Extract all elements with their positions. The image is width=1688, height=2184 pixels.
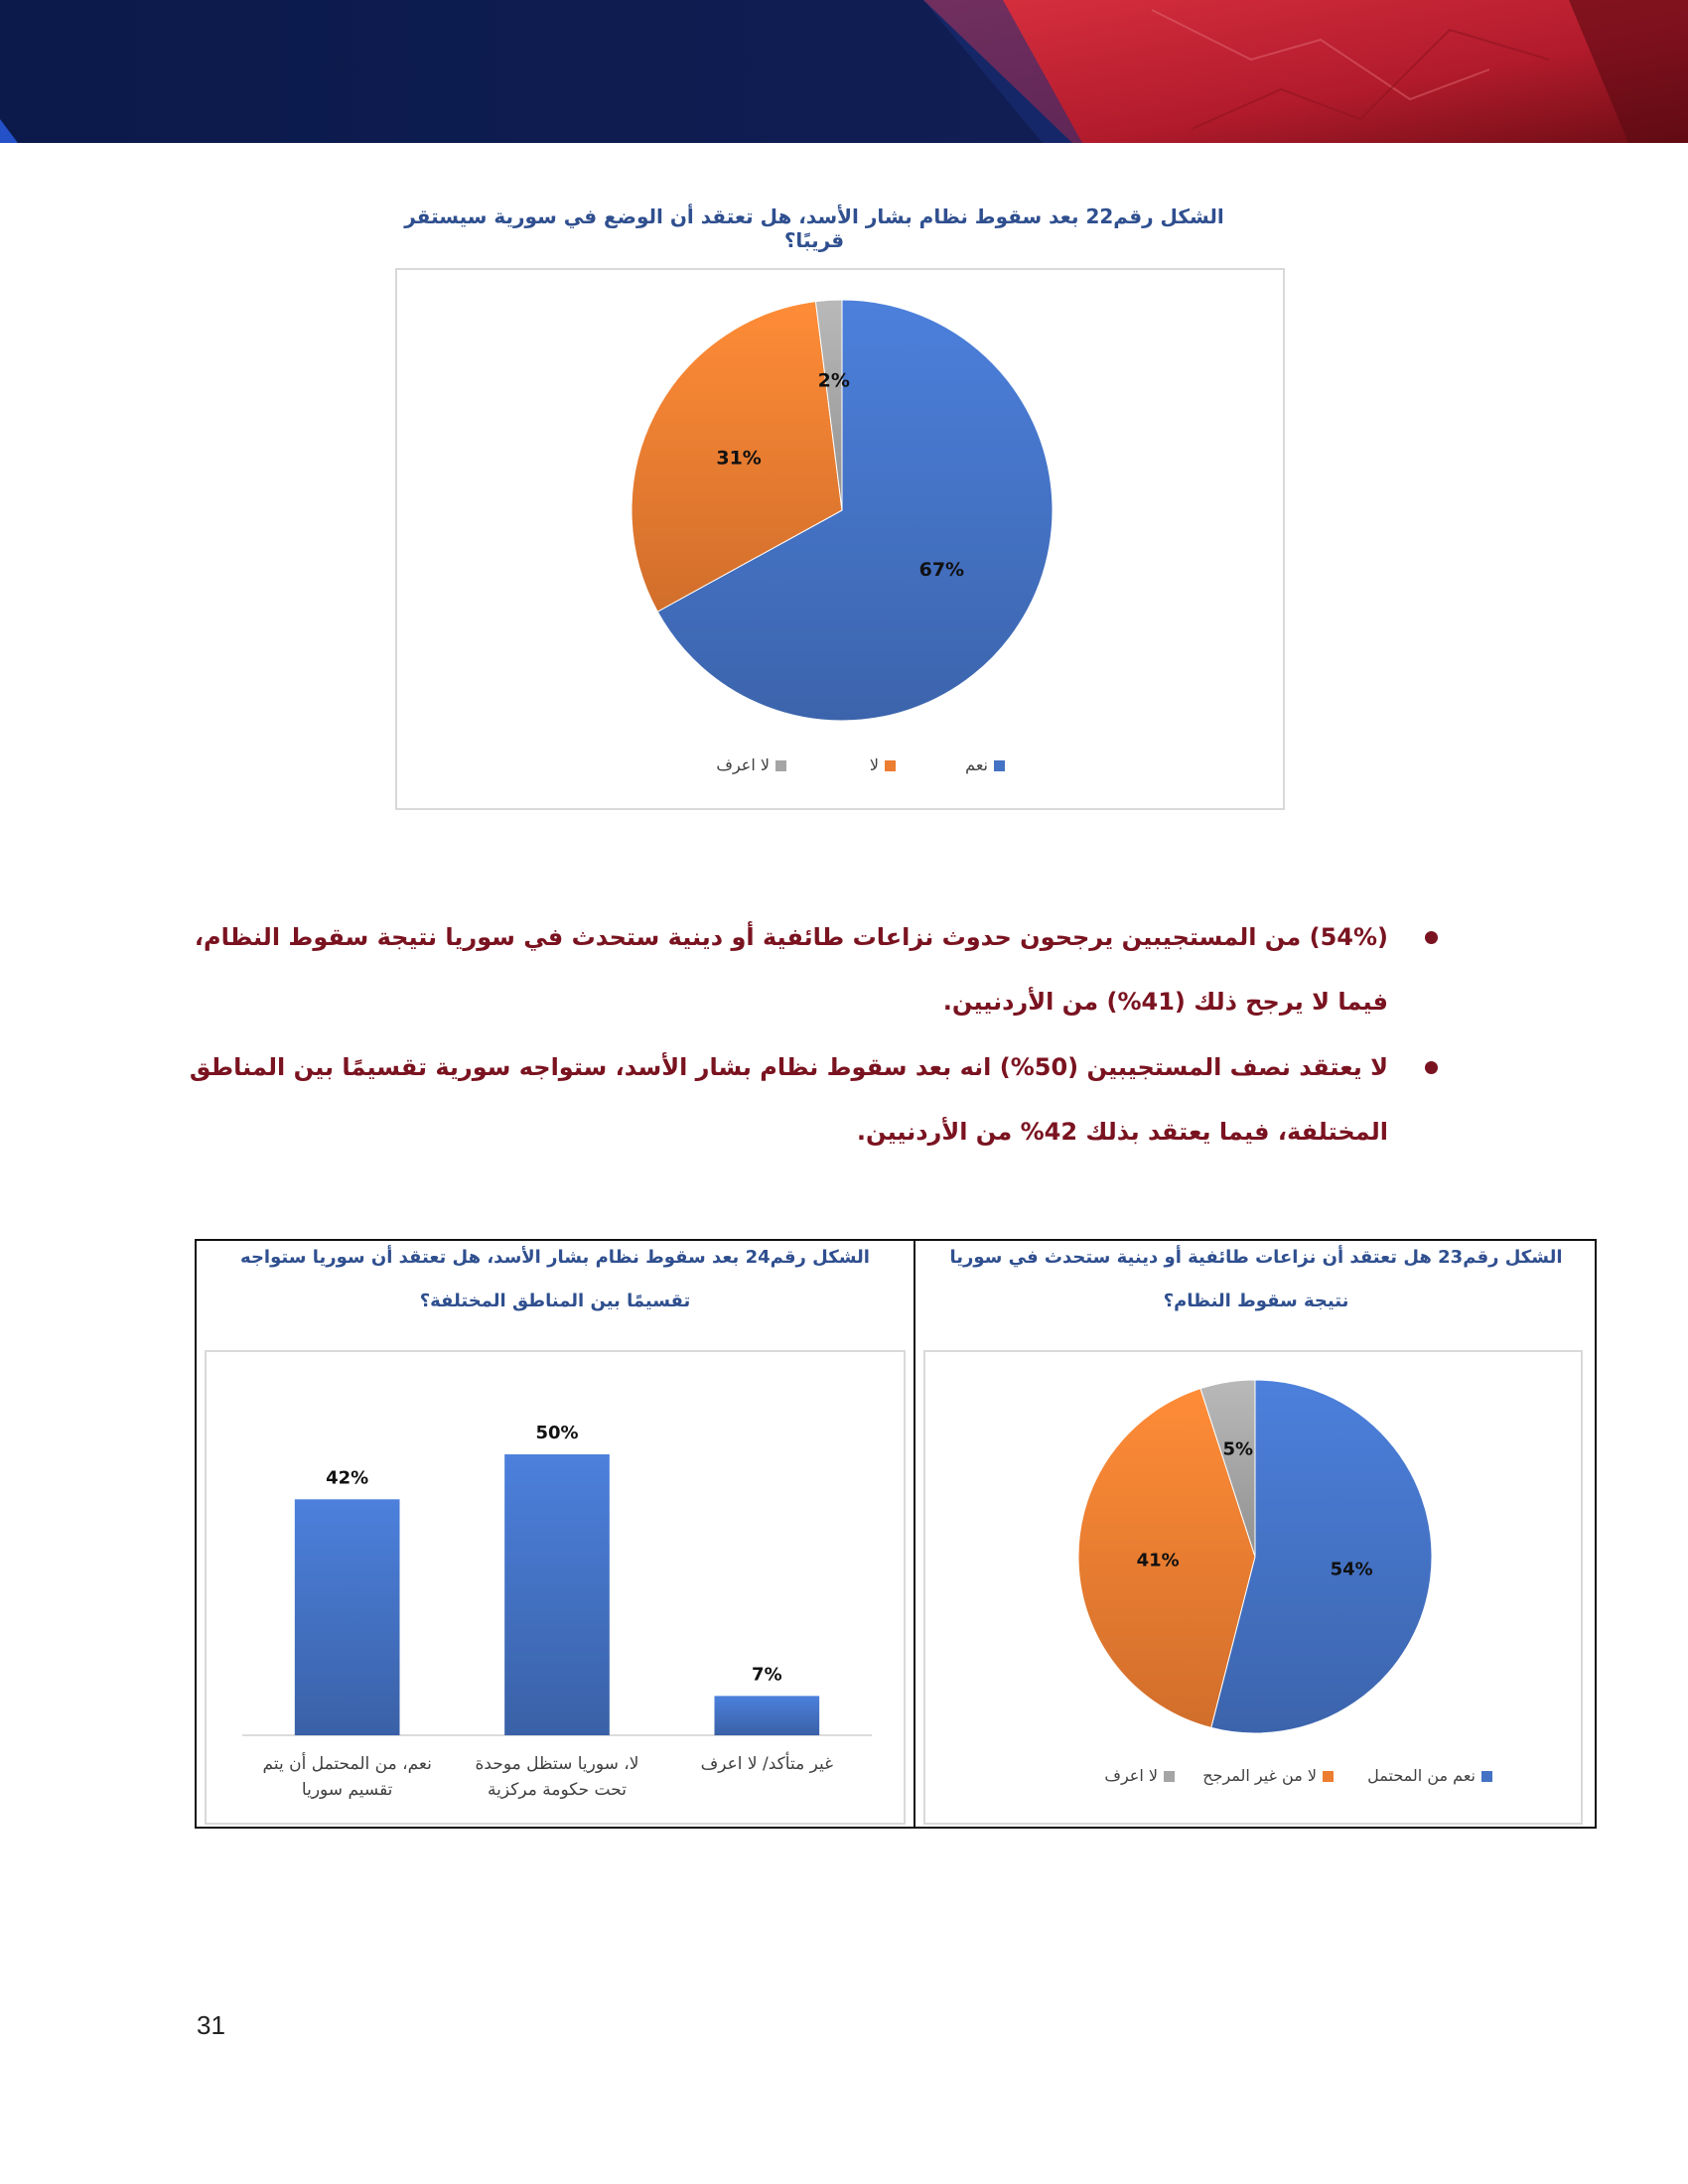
legend-label: لا من غير المرجح <box>1202 1766 1317 1785</box>
finding-item <box>189 905 1450 1035</box>
pie-data-label: 31% <box>716 447 762 470</box>
figure-22-title: الشكل رقم22 بعد سقوط نظام بشار الأسد، هل تعتقد أن الوضع في سورية سيستقر قريبًا؟ <box>404 205 1224 252</box>
bar-data-label: 42% <box>326 1467 369 1489</box>
legend-swatch <box>1164 1771 1175 1782</box>
bullet-dot-icon <box>1425 931 1438 944</box>
bar-data-label: 50% <box>535 1423 579 1444</box>
figure-23-title-line2: نتيجة سقوط النظام؟ <box>1163 1291 1349 1311</box>
category-label: لا، سوريا ستظل موحدة <box>475 1754 639 1774</box>
legend-swatch <box>885 760 896 771</box>
category-label: غير متأكد/ لا اعرف <box>700 1754 834 1774</box>
bar <box>295 1499 400 1735</box>
legend-label: لا اعرف <box>716 755 770 774</box>
pie-data-label: 67% <box>918 559 965 582</box>
figure-23-chart <box>923 1350 1583 1825</box>
pie-data-label: 41% <box>1136 1550 1180 1571</box>
pie-data-label: 2% <box>817 369 850 392</box>
figure-24-title-line2: تقسيمًا بين المناطق المختلفة؟ <box>419 1291 691 1311</box>
bar-data-label: 7% <box>752 1664 782 1686</box>
figure-24-chart <box>205 1350 906 1825</box>
figure-24-title-line1: الشكل رقم24 بعد سقوط نظام بشار الأسد، هل تعتقد أن سوريا ستواجه <box>240 1247 870 1268</box>
legend-swatch <box>994 760 1005 771</box>
figure-23-pie <box>925 1352 1585 1827</box>
figure-22-pie <box>397 270 1287 812</box>
legend-swatch <box>775 760 786 771</box>
legend-swatch <box>1481 1771 1492 1782</box>
figure-23-title-line1: الشكل رقم23 هل تعتقد أن نزاعات طائفية أو دينية ستحدث في سوريا <box>949 1247 1563 1268</box>
finding-text: لا يعتقد نصف المستجيبين (50%) انه بعد سقوط نظام بشار الأسد، ستواجه سورية تقسيمًا بين المناطق المختلفة، فيما يعتقد بذلك 42% من الأردنيين. <box>189 1052 1388 1146</box>
legend-label: نعم من المحتمل <box>1367 1766 1476 1785</box>
bar <box>715 1696 820 1735</box>
findings-list <box>189 905 1450 1164</box>
legend-label: لا اعرف <box>1104 1766 1158 1785</box>
legend-label: نعم <box>965 755 988 774</box>
frame-divider <box>914 1239 915 1829</box>
bullet-dot-icon <box>1425 1061 1438 1074</box>
figure-22-chart <box>395 268 1285 810</box>
category-label: تحت حكومة مركزية <box>488 1780 627 1800</box>
legend-swatch <box>1323 1771 1334 1782</box>
category-label: نعم، من المحتمل أن يتم <box>262 1754 432 1774</box>
header-banner <box>0 0 1688 143</box>
finding-item <box>189 1035 1450 1165</box>
bar <box>504 1454 610 1735</box>
category-label: تقسيم سوريا <box>301 1780 393 1800</box>
finding-text: (54%) من المستجيبين يرجحون حدوث نزاعات طائفية أو دينية ستحدث في سوريا نتيجة سقوط النظام، فيما لا يرجح ذلك (41%) من الأردنيين. <box>194 923 1388 1017</box>
legend-label: لا <box>869 755 879 774</box>
page-number: 31 <box>197 2010 225 2040</box>
pie-data-label: 54% <box>1330 1559 1373 1580</box>
pie-data-label: 5% <box>1222 1438 1254 1460</box>
figure-24-bar-chart <box>207 1352 908 1827</box>
